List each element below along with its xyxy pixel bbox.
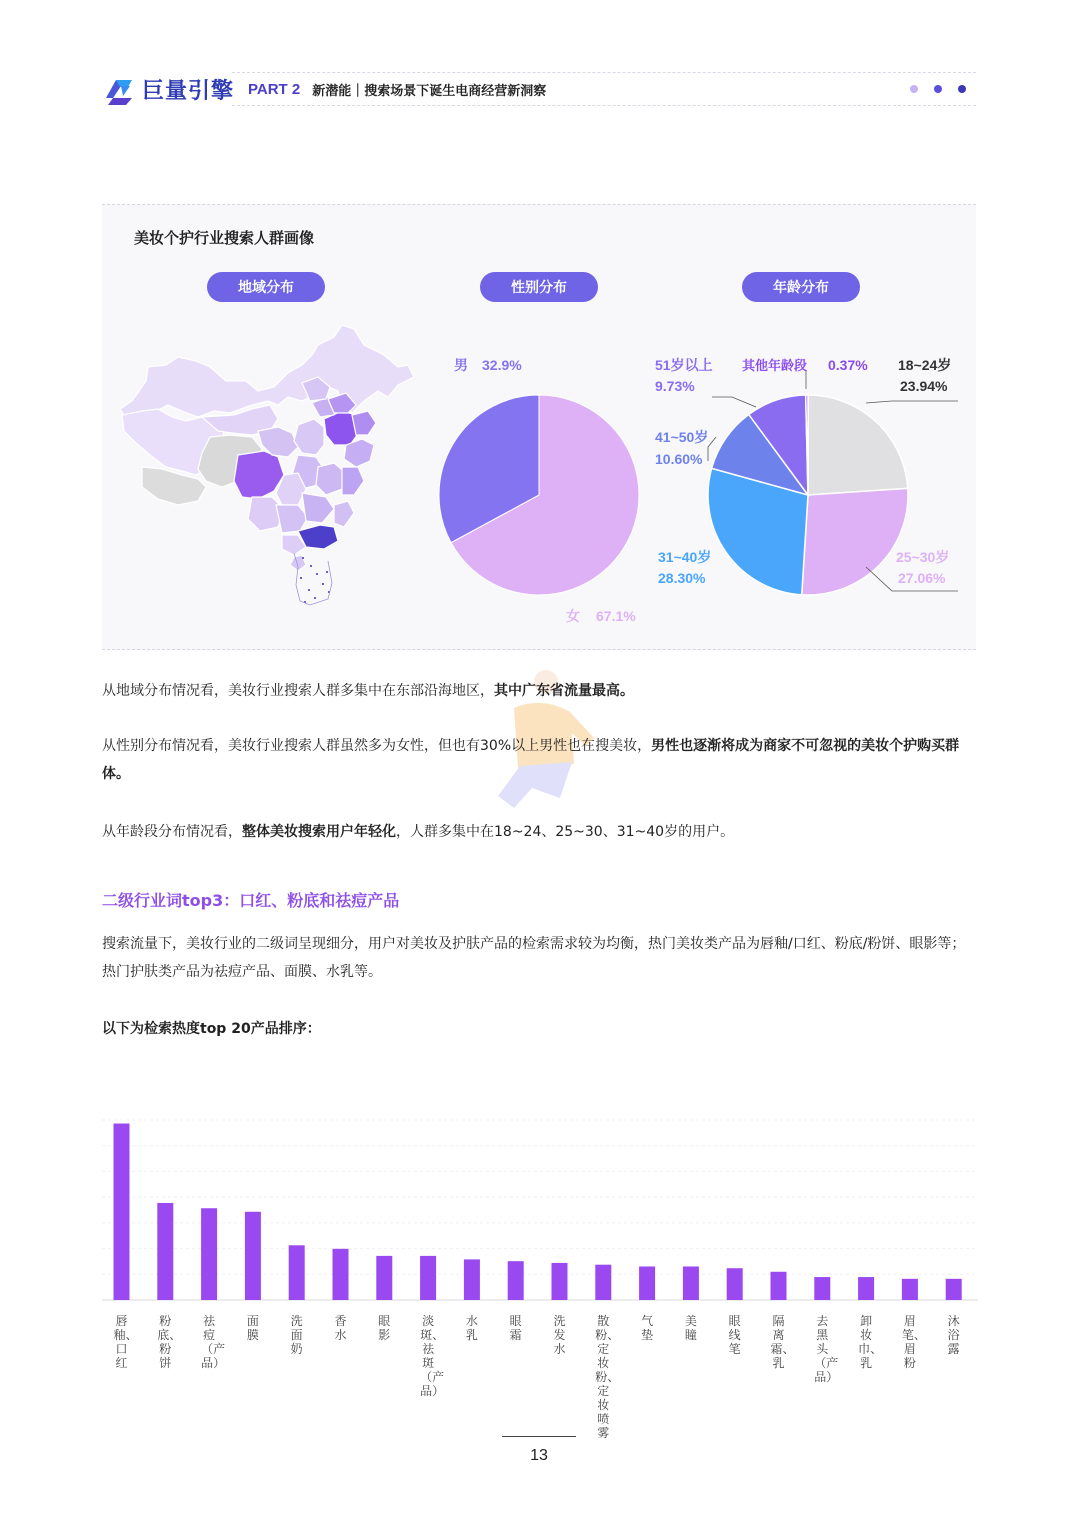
bar xyxy=(420,1256,436,1300)
bar xyxy=(464,1259,480,1300)
bar-x-label: 淡斑、祛斑（产品） xyxy=(420,1314,445,1398)
bar xyxy=(376,1256,392,1300)
age-value-41-50: 10.60% xyxy=(655,451,703,467)
header-dots xyxy=(910,85,966,93)
bar xyxy=(683,1266,699,1300)
bar-x-label: 洗发水 xyxy=(553,1314,566,1356)
female-value: 67.1% xyxy=(596,608,636,624)
age-value-51plus: 9.73% xyxy=(655,378,695,394)
gender-pie-chart xyxy=(439,395,639,595)
dot-icon xyxy=(958,85,966,93)
bar xyxy=(201,1208,217,1300)
part-label: PART 2 xyxy=(248,80,301,98)
pill-age: 年龄分布 xyxy=(742,272,860,302)
panel-graphics xyxy=(102,205,976,651)
top20-heading: 以下为检索热度top 20产品排序： xyxy=(102,1021,321,1037)
bar xyxy=(552,1263,568,1300)
age-label-25-30: 25~30岁 xyxy=(896,549,950,565)
bar-x-label: 去黑头（产品） xyxy=(814,1314,839,1384)
bar-x-label: 美瞳 xyxy=(684,1314,697,1342)
age-slice-1 xyxy=(802,488,908,595)
pill-gender: 性别分布 xyxy=(480,272,598,302)
panel-title: 美妆个护行业搜索人群画像 xyxy=(134,229,315,247)
pill-region: 地域分布 xyxy=(207,272,325,302)
age-label-31-40: 31~40岁 xyxy=(658,549,712,565)
paragraph-gender xyxy=(102,732,978,788)
paragraph-age-normal-b: ，人群多集中在18~24、25~30、31~40岁的用户。 xyxy=(396,824,735,840)
bar xyxy=(727,1268,743,1300)
paragraph-age-normal-a: 从年龄段分布情况看， xyxy=(102,824,242,840)
bar xyxy=(114,1124,130,1300)
age-value-25-30: 27.06% xyxy=(898,570,946,586)
age-label-51plus: 51岁以上 xyxy=(655,357,713,373)
age-pie-chart xyxy=(708,395,908,595)
bar-x-label: 香水 xyxy=(334,1314,347,1342)
age-slice-0 xyxy=(808,395,908,495)
bar-x-label: 隔离霜、乳 xyxy=(770,1314,795,1370)
bar xyxy=(333,1249,349,1300)
bar-x-label: 卸妆巾、乳 xyxy=(858,1314,883,1370)
paragraph-subcategory: 搜索流量下，美妆行业的二级词呈现细分，用户对美妆及护肤产品的检索需求较为均衡，热门美妆类产品为唇釉/口红、粉底/粉饼、眼影等；热门护肤类产品为祛痘产品、面膜、水乳等。 xyxy=(102,936,966,980)
bar xyxy=(289,1245,305,1300)
bar-x-label: 沐浴露 xyxy=(947,1314,960,1356)
header-bar xyxy=(232,72,976,106)
logo xyxy=(102,72,234,106)
age-label-41-50: 41~50岁 xyxy=(655,429,709,445)
header-title: 新潜能｜搜索场景下诞生电商经营新洞察 xyxy=(312,83,547,99)
page-number: 13 xyxy=(530,1447,548,1464)
bar xyxy=(157,1203,173,1300)
paragraph-age-bold: 整体美妆搜索用户年轻化 xyxy=(242,824,396,840)
female-label: 女 xyxy=(566,608,580,624)
bar-x-label: 唇釉、口红 xyxy=(113,1314,138,1370)
page-header xyxy=(102,72,976,106)
bar-x-label: 眼影 xyxy=(378,1314,391,1342)
bar-x-label: 气垫 xyxy=(641,1314,654,1342)
paragraph-age xyxy=(102,818,978,846)
bar xyxy=(814,1277,830,1300)
male-label: 男 xyxy=(454,357,468,373)
bar-x-label: 眼霜 xyxy=(509,1314,522,1342)
paragraph-region xyxy=(102,677,978,705)
dot-icon xyxy=(934,85,942,93)
paragraph-region-bold: 其中广东省流量最高。 xyxy=(494,683,634,699)
bar-x-label: 眉笔、眉粉 xyxy=(901,1314,926,1370)
section-subheading: 二级行业词top3：口红、粉底和祛痘产品 xyxy=(102,891,400,910)
bar-x-label: 祛痘（产品） xyxy=(201,1314,226,1370)
bar xyxy=(595,1265,611,1300)
age-value-31-40: 28.30% xyxy=(658,570,706,586)
bar-x-label: 水乳 xyxy=(465,1314,478,1342)
bar xyxy=(902,1279,918,1300)
bar xyxy=(508,1261,524,1300)
bar-x-label: 粉底、粉饼 xyxy=(157,1314,182,1370)
bar xyxy=(245,1212,261,1300)
bar xyxy=(946,1279,962,1300)
bar xyxy=(858,1277,874,1300)
top20-bar-chart xyxy=(102,1110,978,1310)
bar-x-label: 面膜 xyxy=(246,1314,259,1342)
age-value-18-24: 23.94% xyxy=(900,378,948,394)
paragraph-gender-normal: 从性别分布情况看，美妆行业搜索人群虽然多为女性，但也有30%以上男性也在搜美妆， xyxy=(102,738,652,754)
paragraph-gender-bold: 男性也逐渐将成为商家不可忽视的美妆个护购买群体。 xyxy=(102,738,960,782)
bar-x-label: 散粉、定妆粉、定妆喷雾 xyxy=(595,1314,620,1440)
bar xyxy=(771,1272,787,1300)
bar-x-label: 洗面奶 xyxy=(290,1314,303,1356)
audience-profile-panel xyxy=(102,204,976,650)
paragraph-region-normal: 从地域分布情况看，美妆行业搜索人群多集中在东部沿海地区， xyxy=(102,683,494,699)
male-value: 32.9% xyxy=(482,357,522,373)
china-map xyxy=(120,325,414,571)
bar-x-label: 眼线笔 xyxy=(728,1314,741,1356)
logo-icon xyxy=(102,72,136,106)
footer-divider xyxy=(502,1436,576,1437)
age-label-18-24: 18~24岁 xyxy=(898,357,952,373)
age-value-other: 0.37% xyxy=(828,357,868,373)
logo-text: 巨量引擎 xyxy=(142,78,235,104)
dot-icon xyxy=(910,85,918,93)
age-label-other: 其他年龄段 xyxy=(742,358,808,373)
bar xyxy=(639,1266,655,1300)
